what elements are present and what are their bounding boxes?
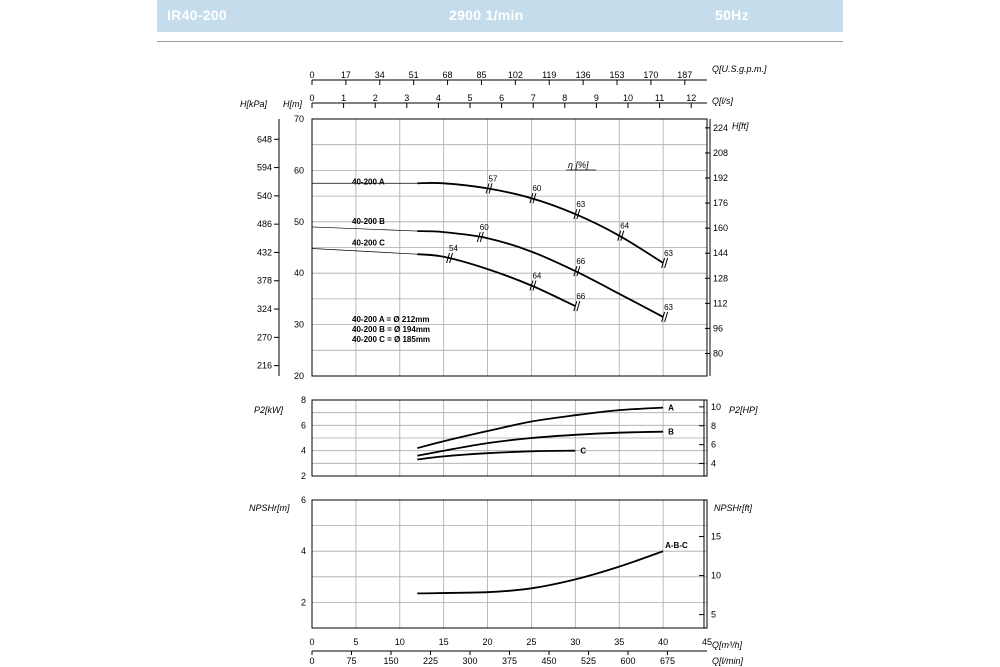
tick-label: 8 (711, 420, 717, 431)
tick-label: 216 (256, 360, 272, 371)
eta-label: η [%] (568, 160, 589, 170)
tick-label: 85 (476, 70, 487, 80)
frequency-title: 50Hz (715, 7, 749, 23)
series-label: 40-200 B (352, 216, 385, 226)
efficiency-label: 66 (576, 257, 586, 267)
shutoff-line (312, 249, 417, 255)
tick-label: 51 (408, 70, 419, 80)
tick-label: 25 (526, 637, 537, 647)
series-label: 40-200 A (352, 177, 385, 187)
series-label: A (668, 403, 674, 413)
npsh-curve (417, 551, 663, 593)
tick-label: 96 (713, 323, 724, 334)
speed-title: 2900 1/min (449, 7, 524, 23)
tick-label: 432 (256, 247, 272, 258)
tick-label: 0 (309, 656, 315, 666)
tick-label: 7 (530, 93, 536, 103)
series-label: 40-200 C (352, 238, 385, 248)
series-label: C (580, 446, 587, 456)
tick-label: 6 (300, 420, 306, 431)
axis-label: NPSHr[m] (249, 503, 290, 513)
tick-label: 300 (462, 656, 478, 666)
tick-label: 136 (575, 70, 591, 80)
legend-entry-c: 40-200 C = Ø 185mm (352, 335, 431, 344)
efficiency-label: 63 (576, 200, 586, 210)
series-label: B (668, 427, 674, 437)
tick-label: 17 (340, 70, 351, 80)
tick-label: 40 (293, 268, 304, 279)
npsh-panel-frame (312, 500, 707, 628)
tick-label: 153 (609, 70, 625, 80)
power-panel-grid (312, 400, 707, 476)
tick-label: 378 (256, 275, 272, 286)
tick-label: 450 (541, 656, 557, 666)
efficiency-label: 64 (532, 271, 542, 281)
efficiency-label: 64 (620, 221, 630, 231)
tick-label: 35 (614, 637, 625, 647)
axis-label: Q[U.S.g.p.m.] (712, 64, 767, 74)
tick-label: 600 (620, 656, 636, 666)
tick-label: 45 (701, 637, 713, 647)
tick-label: 192 (713, 172, 729, 183)
tick-label: 486 (256, 219, 272, 230)
tick-label: 80 (713, 348, 724, 359)
tick-label: 15 (438, 637, 449, 647)
tick-label: 34 (374, 70, 385, 80)
tick-label: 12 (686, 93, 697, 103)
tick-label: 50 (293, 216, 304, 227)
tick-label: 0 (309, 637, 315, 647)
tick-label: 160 (713, 223, 729, 234)
axis-label: NPSHr[ft] (714, 503, 753, 513)
tick-label: 4 (300, 445, 306, 456)
tick-label: 9 (593, 93, 599, 103)
axis-label: P2[kW] (254, 405, 284, 415)
tick-label: 4 (300, 546, 306, 557)
efficiency-label: 63 (664, 302, 674, 312)
tick-label: 4 (435, 93, 441, 103)
head-curve-c (417, 254, 575, 306)
tick-label: 119 (542, 70, 557, 80)
tick-label: 102 (507, 70, 523, 80)
tick-label: 68 (442, 70, 453, 80)
tick-label: 40 (658, 637, 669, 647)
tick-label: 208 (713, 147, 729, 158)
tick-label: 112 (713, 298, 728, 309)
efficiency-label: 57 (488, 174, 498, 184)
power-curve-b (417, 432, 663, 456)
npsh-panel-grid (312, 500, 707, 628)
axis-label: P2[HP] (729, 405, 758, 415)
tick-label: 2 (372, 93, 378, 103)
tick-label: 648 (256, 134, 272, 145)
axis-label: Q[l/min] (712, 656, 744, 666)
efficiency-tick (665, 258, 668, 268)
axis-label: H[ft] (732, 121, 749, 131)
tick-label: 525 (580, 656, 597, 666)
tick-label: 70 (293, 114, 304, 124)
tick-label: 5 (353, 637, 359, 647)
series-label: A-B-C (665, 541, 688, 551)
tick-label: 8 (562, 93, 568, 103)
efficiency-tick (665, 312, 668, 322)
tick-label: 60 (293, 165, 304, 176)
model-title: IR40-200 (167, 7, 227, 23)
tick-label: 5 (467, 93, 473, 103)
tick-label: 2 (300, 597, 306, 608)
tick-label: 150 (383, 656, 399, 666)
tick-label: 11 (654, 93, 665, 103)
tick-label: 6 (499, 93, 505, 103)
efficiency-tick (621, 231, 624, 241)
tick-label: 2 (300, 471, 306, 481)
efficiency-label: 63 (664, 248, 674, 258)
efficiency-tick (577, 301, 580, 311)
tick-label: 270 (256, 332, 272, 343)
tick-label: 176 (713, 198, 729, 209)
tick-label: 0 (309, 70, 315, 80)
tick-label: 375 (501, 656, 518, 666)
tick-label: 10 (622, 93, 634, 103)
tick-label: 1 (341, 93, 347, 103)
tick-label: 3 (404, 93, 410, 103)
tick-label: 144 (713, 248, 729, 259)
tick-label: 224 (713, 122, 729, 133)
tick-label: 675 (659, 656, 676, 666)
tick-label: 6 (711, 439, 717, 450)
tick-label: 170 (643, 70, 659, 80)
tick-label: 30 (570, 637, 581, 647)
power-curve-a (417, 408, 663, 449)
tick-label: 540 (256, 190, 272, 201)
tick-label: 10 (711, 570, 722, 581)
tick-label: 10 (394, 637, 405, 647)
axis-label: Q[l/s] (712, 96, 734, 106)
legend-entry-b: 40-200 B = Ø 194mm (352, 325, 431, 334)
tick-label: 6 (300, 495, 306, 505)
tick-label: 10 (711, 401, 722, 412)
tick-label: 0 (309, 93, 315, 103)
tick-label: 128 (713, 273, 729, 284)
tick-label: 75 (346, 656, 357, 666)
tick-label: 15 (711, 531, 722, 542)
tick-label: 8 (300, 395, 306, 405)
legend-entry-a: 40-200 A = Ø 212mm (352, 315, 430, 324)
efficiency-label: 60 (479, 223, 489, 233)
axis-label: H[m] (283, 99, 302, 109)
tick-label: 324 (256, 304, 272, 315)
tick-label: 4 (711, 458, 717, 469)
tick-label: 5 (711, 609, 717, 620)
tick-label: 225 (422, 656, 439, 666)
axis-label: H[kPa] (240, 99, 268, 109)
efficiency-label: 60 (532, 184, 542, 194)
shutoff-line (312, 227, 417, 231)
tick-label: 20 (482, 637, 493, 647)
efficiency-label: 54 (449, 243, 458, 253)
axis-label: Q[m³/h] (712, 640, 743, 650)
tick-label: 187 (677, 70, 693, 80)
tick-label: 20 (293, 371, 304, 381)
tick-label: 594 (256, 162, 272, 173)
efficiency-label: 66 (576, 292, 586, 302)
tick-label: 30 (293, 319, 304, 330)
